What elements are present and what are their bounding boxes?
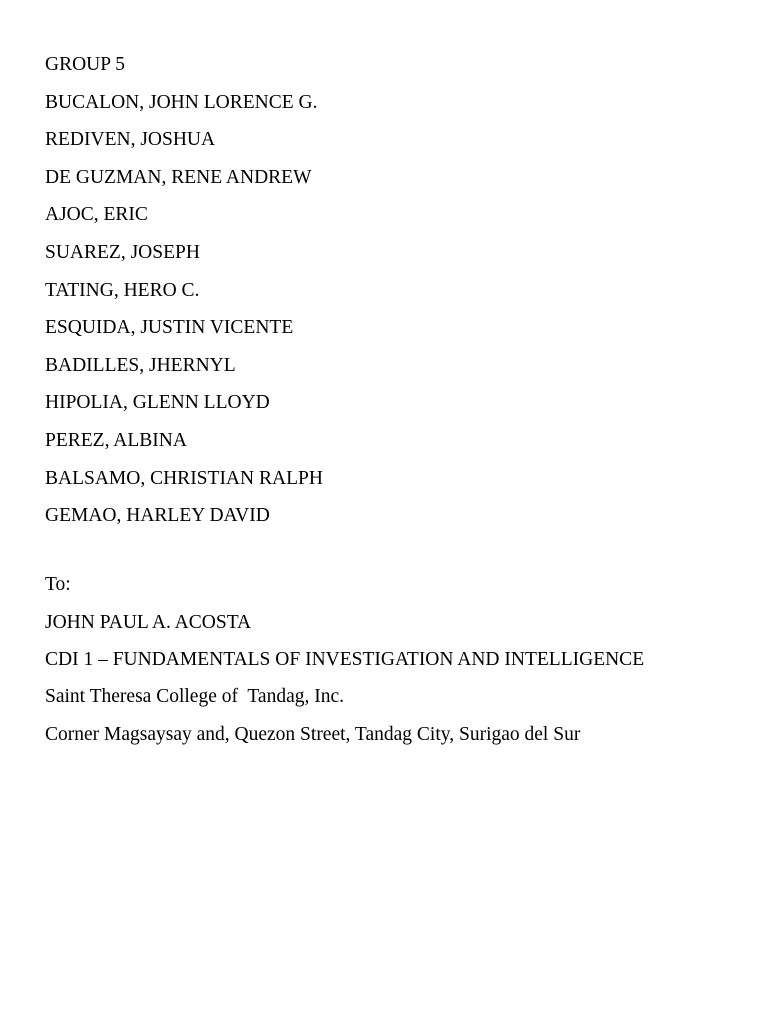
member-name: REDIVEN, JOSHUA <box>45 129 216 151</box>
recipient-name: JOHN PAUL A. ACOSTA <box>45 611 252 633</box>
member-name: ESQUIDA, JUSTIN VICENTE <box>45 317 294 339</box>
member-name: BALSAMO, CHRISTIAN RALPH <box>45 467 323 489</box>
member-name: PEREZ, ALBINA <box>45 429 187 451</box>
member-name: BADILLES, JHERNYL <box>45 354 236 376</box>
member-name: AJOC, ERIC <box>45 204 148 226</box>
group-section <box>45 46 745 535</box>
course-title: CDI 1 – FUNDAMENTALS OF INVESTIGATION AND INTELLIGENCE <box>45 649 645 670</box>
member-name: DE GUZMAN, RENE ANDREW <box>45 166 312 188</box>
member-name: BUCALON, JOHN LORENCE G. <box>45 91 318 113</box>
school-address: Corner Magsaysay and, Quezon Street, Tandag City, Surigao del Sur <box>45 723 581 745</box>
school-name: Saint Theresa College of Tandag, Inc. <box>45 686 344 708</box>
member-name: HIPOLIA, GLENN LLOYD <box>45 392 270 414</box>
member-name: SUAREZ, JOSEPH <box>45 241 200 263</box>
document-page <box>45 46 745 753</box>
section-spacer <box>45 535 745 567</box>
recipient-section <box>45 566 745 753</box>
member-name: TATING, HERO C. <box>45 279 200 301</box>
member-name: GEMAO, HARLEY DAVID <box>45 505 270 527</box>
group-title: GROUP 5 <box>45 54 125 75</box>
recipient-label: To: <box>45 574 71 596</box>
